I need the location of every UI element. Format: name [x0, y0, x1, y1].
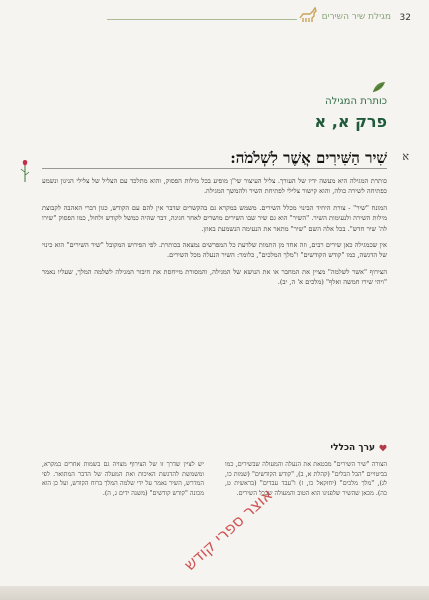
page-bottom-edge: [0, 586, 429, 600]
commentary-paragraph: אין שכמגילה כאן שירים רבים, וזה אחד מן התמות שלדעת כל המפרשים נמצאה בכותרת. לפי הפירוש המקובל "שיר השירים" הוא כינוי של הדגשה, כמו "קודש הקודשים" ו"מלך המלכים", כלומר: השיר הנעלה מכל השירים.: [42, 241, 387, 260]
section-heading: [330, 443, 387, 453]
watermark-stamp: אוצר ספרי קודש: [180, 484, 277, 575]
leaf-icon: [371, 80, 387, 94]
page-header: [0, 0, 429, 34]
kicker: כותרת המגילה: [325, 96, 387, 107]
chapter-title: פרק א, א: [314, 112, 387, 131]
header-rule: [107, 19, 297, 20]
commentary-paragraph: הצירוף "אשר לשלמה" מציין את המחבר או את הנושא של המגילה, והמסורת מייחסת את חיבור המגילה לשלמה המלך, שעליו נאמר "ויהי שירו חמשה ואלף" (מלכים א' ה, יב).: [42, 267, 387, 287]
flower-icon: [20, 158, 30, 182]
verse-letter: א: [402, 150, 409, 163]
commentary-body: [42, 176, 387, 294]
commentary-paragraph: כותרת המגילה היא מעשה ידיו של העורך. צליל העיצור שי"ן מופיע בכל מילות הפסוק, והוא מתלכד עם הצליל של צלילי הניגון ונשמע כפתיחה לשירה כולה, והוא קישור צלילי לפתיחת השיר ולהמשך המגילה.: [42, 177, 387, 196]
commentary-paragraph: המונח "שיר" - צורת היחיד הבינוי מכלל השירים. משמש במקרא גם בהקשרים שדבר אין להם עם הקודש, כגון דברי האהבה לקבוצת מילות השירה ולנעימות השיר. "השיר" הוא גם שיר שבו השירים מושרים לאחר חגיגה, דבר שהיה כמשל לקודש ולחול, כמו הפסוק "שירו לה' שיר חדש". בכל אלה השם "שיר" מתאר את הנעימה הנשמעת באוזן.: [42, 203, 387, 233]
column-left: יש לציין שדרך זו של הצירוף מצויה גם בשמות אחרים במקרא, ומשמשת להדגשת האיכות ואת המעלה של הדבר המתואר. לפי המדרש, השיר נאמר על ידי שלמה המלך ברוח הקודש, ועל כן הוא מכונה "קודש קודשים" (משנה ידים ג, ה).: [42, 461, 204, 497]
heart-icon: [379, 444, 387, 452]
section-title: ערך הכללי: [330, 443, 375, 453]
verse-underline: [42, 168, 387, 169]
deer-icon: [297, 6, 319, 24]
page-number: 32: [399, 13, 411, 23]
verse-text: שִׁיר הַשִּׁירִים אֲשֶׁר לִשְׁלֹמֹה:: [230, 149, 387, 167]
running-title: מגילת שיר השירים: [321, 12, 391, 22]
verse-row: [42, 148, 409, 172]
column-right: הצורה "שיר השירים" מבטאת את הנעלה והמעולה שבשירים, כמו בביטויים "הבל הבלים" (קהלת א, ב), "קודש הקודשים" (שמות כו, לג), "מלך מלכים" (יחזקאל כו, ז) ו"עבד עבדים" (בראשית ט, כה). מכאן שהשיר שלפנינו הוא הטוב והמעולה שבכל השירים.: [225, 461, 387, 497]
